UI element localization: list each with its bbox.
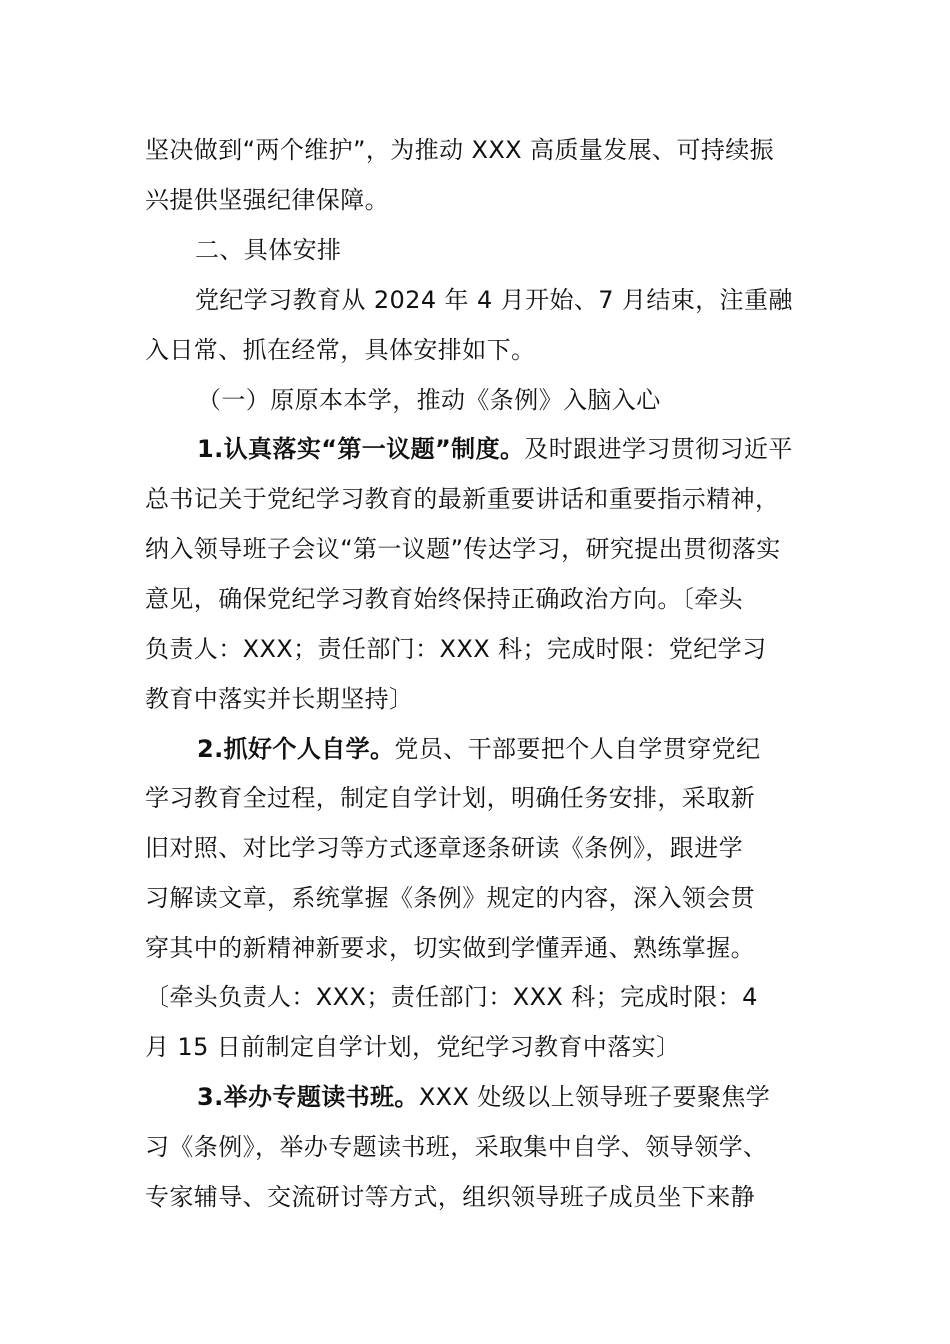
item-heading: 1.认真落实“第一议题”制度。 xyxy=(197,435,525,463)
paragraph-line xyxy=(145,682,825,716)
section-heading xyxy=(195,233,875,267)
paragraph-line xyxy=(145,1030,825,1064)
subsection-heading xyxy=(197,383,877,417)
line-text: 及时跟进学习贯彻习近平 xyxy=(524,435,793,463)
paragraph-line xyxy=(145,183,825,217)
paragraph-line xyxy=(145,333,825,367)
line-text: 穿其中的新精神新要求，切实做到学懂弄通、熟练掌握。 xyxy=(145,934,755,962)
paragraph-line xyxy=(145,831,825,865)
line-text: （一）原原本本学，推动《条例》入脑入心 xyxy=(197,386,661,414)
item-heading-line xyxy=(197,732,877,766)
line-text: 旧对照、对比学习等方式逐章逐条研读《条例》，跟进学 xyxy=(145,834,743,862)
item-heading-line xyxy=(197,1080,877,1114)
line-text: XXX 处级以上领导班子要聚焦学 xyxy=(418,1083,771,1111)
paragraph-line xyxy=(145,781,825,815)
line-text: 负责人：XXX；责任部门：XXX 科；完成时限：党纪学习 xyxy=(145,635,767,663)
paragraph-line xyxy=(145,133,825,167)
paragraph-line xyxy=(145,1180,825,1214)
line-text: 习《条例》，举办专题读书班，采取集中自学、领导领学、 xyxy=(145,1133,768,1161)
line-text: 专家辅导、交流研讨等方式，组织领导班子成员坐下来静 xyxy=(145,1183,755,1211)
line-text: 总书记关于党纪学习教育的最新重要讲话和重要指示精神， xyxy=(145,485,780,513)
item-heading: 3.举办专题读书班。 xyxy=(197,1083,419,1111)
paragraph-line xyxy=(145,582,825,616)
paragraph-line xyxy=(145,532,825,566)
item-heading: 2.抓好个人自学。 xyxy=(197,735,395,763)
line-text: 党纪学习教育从 2024 年 4 月开始、7 月结束，注重融 xyxy=(195,286,793,314)
line-text: 月 15 日前制定自学计划，党纪学习教育中落实〕 xyxy=(145,1033,681,1061)
paragraph-line xyxy=(145,931,825,965)
line-text: 坚决做到“两个维护”，为推动 XXX 高质量发展、可持续振 xyxy=(145,136,775,164)
line-text: 意见，确保党纪学习教育始终保持正确政治方向。〔牵头 xyxy=(145,585,743,613)
item-heading-line xyxy=(197,432,877,466)
line-text: 二、具体安排 xyxy=(195,236,342,264)
paragraph-line xyxy=(145,1130,825,1164)
line-text: 兴提供坚强纪律保障。 xyxy=(145,186,389,214)
paragraph-line xyxy=(145,980,825,1014)
line-text: 学习教育全过程，制定自学计划，明确任务安排，采取新 xyxy=(145,784,755,812)
line-text: 教育中落实并长期坚持〕 xyxy=(145,685,414,713)
line-text: 纳入领导班子会议“第一议题”传达学习，研究提出贯彻落实 xyxy=(145,535,781,563)
line-text: 党员、干部要把个人自学贯穿党纪 xyxy=(394,735,761,763)
paragraph-line xyxy=(145,632,825,666)
paragraph-line xyxy=(145,482,825,516)
line-text: 入日常、抓在经常，具体安排如下。 xyxy=(145,336,536,364)
line-text: 习解读文章，系统掌握《条例》规定的内容，深入领会贯 xyxy=(145,884,755,912)
paragraph-line xyxy=(145,881,825,915)
line-text: 〔牵头负责人：XXX；责任部门：XXX 科；完成时限：4 xyxy=(145,983,758,1011)
paragraph-line xyxy=(195,283,875,317)
